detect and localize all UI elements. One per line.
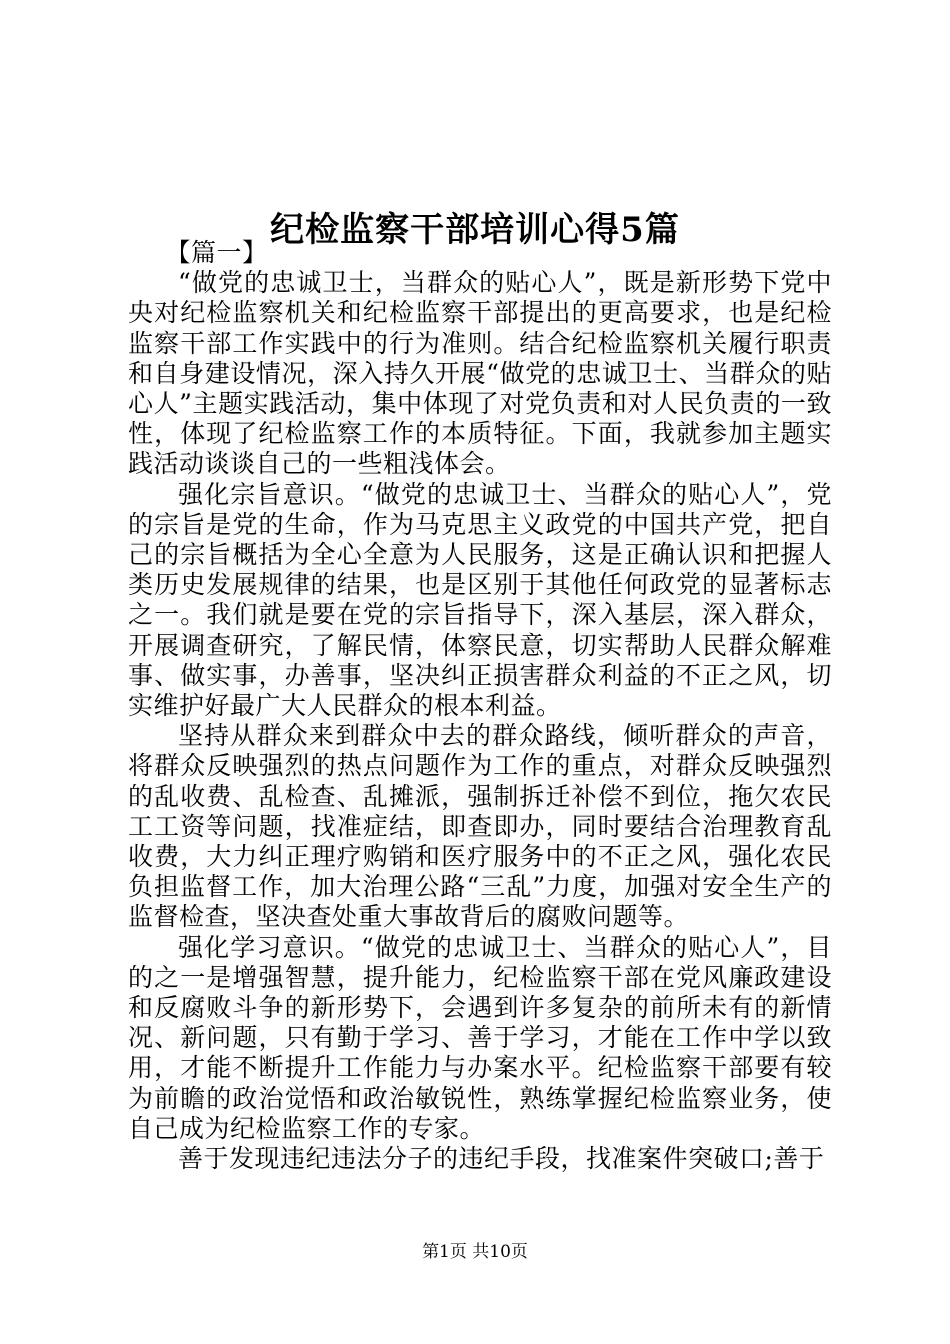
paragraph-purpose-awareness: 强化宗旨意识。“做党的忠诚卫士、当群众的贴心人”，党的宗旨是党的生命，作为马克思主义政党的中国共产党，把自己的宗旨概括为全心全意为人民服务，这是正确认识和把握人类历史发展规律的结果，也是区别于其他任何政党的显著标志之一。我们就是要在党的宗旨指导下，深入基层，深入群众，开展调查研究，了解民情，体察民意，切实帮助人民群众解难事、做实事，办善事，坚决纠正损害群众利益的不正之风，切实维护好最广大人民群众的根本利益。: [128, 479, 832, 721]
paragraph-case-skills: 善于发现违纪违法分子的违纪手段，找准案件突破口;善于: [178, 1144, 825, 1174]
page-number-footer: 第1页 共10页: [422, 1242, 528, 1262]
document-title: 纪检监察干部培训心得5篇: [270, 209, 680, 250]
paragraph-mass-line: 坚持从群众来到群众中去的群众路线，倾听群众的声音，将群众反映强烈的热点问题作为工作的重点，对群众反映强烈的乱收费、乱检查、乱摊派，强制拆迁补偿不到位，拖欠农民工工资等问题，找准症结，即查即办，同时要结合治理教育乱收费，大力纠正理疗购销和医疗服务中的不正之风，强化农民负担监督工作，加大治理公路“三乱”力度，加强对安全生产的监督检查，坚决查处重大事故背后的腐败问题等。: [128, 721, 832, 932]
document-body: [128, 238, 832, 1174]
paragraph-learning-awareness: 强化学习意识。“做党的忠诚卫士、当群众的贴心人”，目的之一是增强智慧，提升能力，纪检监察干部在党风廉政建设和反腐败斗争的新形势下，会遇到许多复杂的前所未有的新情况、新问题，只有勤于学习、善于学习，才能在工作中学以致用，才能不断提升工作能力与办案水平。纪检监察干部要有较为前瞻的政治觉悟和政治敏锐性，熟练掌握纪检监察业务，使自己成为纪检监察工作的专家。: [128, 932, 832, 1143]
paragraph-intro: “做党的忠诚卫士，当群众的贴心人”，既是新形势下党中央对纪检监察机关和纪检监察干部提出的更高要求，也是纪检监察干部工作实践中的行为准则。结合纪检监察机关履行职责和自身建设情况，深入持久开展“做党的忠诚卫士、当群众的贴心人”主题实践活动，集中体现了对党负责和对人民负责的一致性，体现了纪检监察工作的本质特征。下面，我就参加主题实践活动谈谈自己的一些粗浅体会。: [128, 268, 832, 479]
section-heading: 【篇一】: [165, 238, 268, 267]
